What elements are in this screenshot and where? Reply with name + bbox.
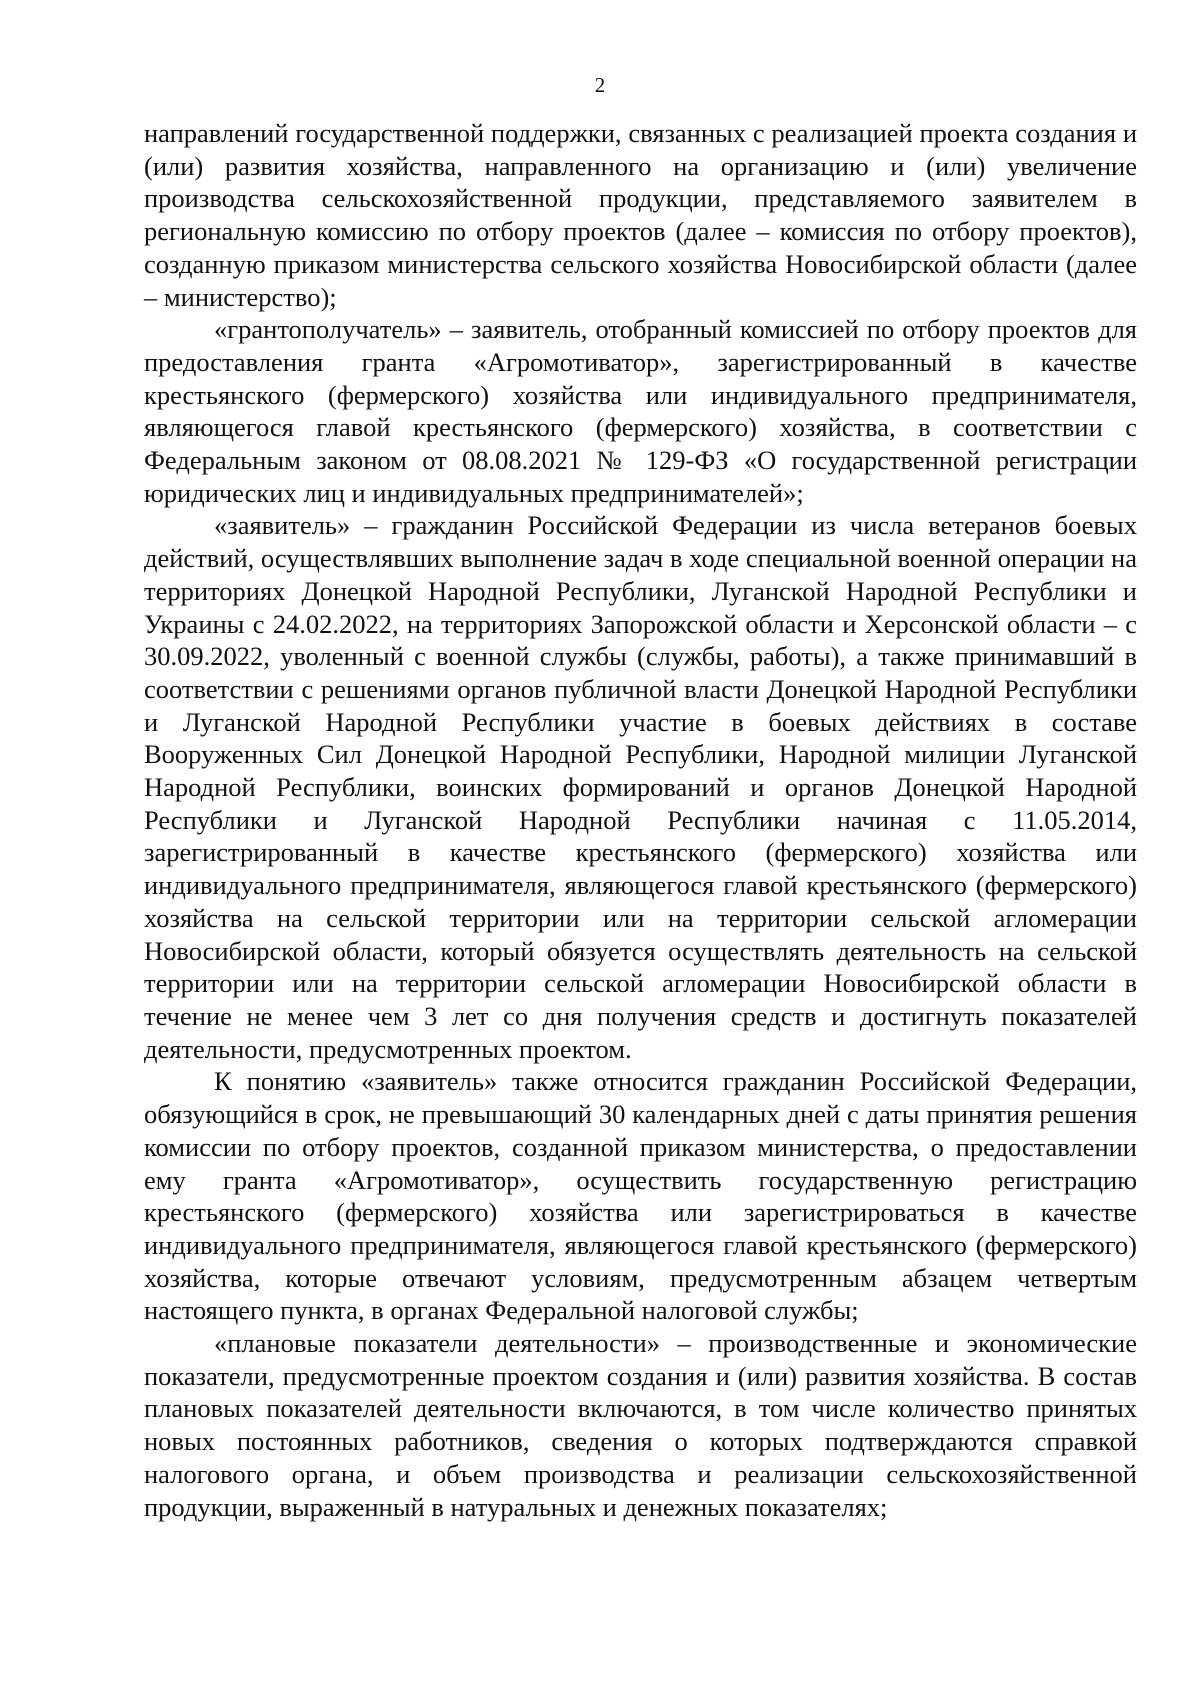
- paragraph-1: направлений государственной поддержки, связанных с реализацией проекта создания и (или) развития хозяйства, направленного на организацию и (или) увеличение производства сельскохозяйственной продукции, представляемого заявителем в региональную комиссию по отбору проектов (далее – комиссия по отбору проектов), созданную приказом министерства сельского хозяйства Новосибирской области (далее – министерство);: [144, 118, 1137, 312]
- page-number: 2: [594, 73, 606, 97]
- paragraph-2: «грантополучатель» – заявитель, отобранный комиссией по отбору проектов для предоставления гранта «Агромотиватор», зарегистрированный в качестве крестьянского (фермерского) хозяйства или индивидуального предпринимателя, являющегося главой крестьянского (фермерского) хозяйства, в соответствии с Федеральным законом от 08.08.2021 № 129-ФЗ «О государственной регистрации юридических лиц и индивидуальных предпринимателей»;: [144, 314, 1137, 508]
- document-body: [144, 117, 1137, 1523]
- paragraph-3: «заявитель» – гражданин Российской Федерации из числа ветеранов боевых действий, осуществлявших выполнение задач в ходе специальной военной операции на территориях Донецкой Народной Республики, Луганской Народной Республики и Украины с 24.02.2022, на территориях Запорожской области и Херсонской области – с 30.09.2022, уволенный с военной службы (службы, работы), а также принимавший в соответствии с решениями органов публичной власти Донецкой Народной Республики и Луганской Народной Республики участие в боевых действиях в составе Вооруженных Сил Донецкой Народной Республики, Народной милиции Луганской Народной Республики, воинских формирований и органов Донецкой Народной Республики и Луганской Народной Республики начиная с 11.05.2014, зарегистрированный в качестве крестьянского (фермерского) хозяйства или индивидуального предпринимателя, являющегося главой крестьянского (фермерского) хозяйства на сельской территории или на территории сельской агломерации Новосибирской области, который обязуется осуществлять деятельность на сельской территории или на территории сельской агломерации Новосибирской области в течение не менее чем 3 лет со дня получения средств и достигнуть показателей деятельности, предусмотренных проектом.: [144, 510, 1137, 1064]
- paragraph-5: «плановые показатели деятельности» – производственные и экономические показатели, предусмотренные проектом создания и (или) развития хозяйства. В состав плановых показателей деятельности включаются, в том числе количество принятых новых постоянных работников, сведения о которых подтверждаются справкой налогового органа, и объем производства и реализации сельскохозяйственной продукции, выраженный в натуральных и денежных показателях;: [144, 1328, 1137, 1522]
- paragraph-4: К понятию «заявитель» также относится гражданин Российской Федерации, обязующийся в срок, не превышающий 30 календарных дней с даты принятия решения комиссии по отбору проектов, созданной приказом министерства, о предоставлении ему гранта «Агромотиватор», осуществить государственную регистрацию крестьянского (фермерского) хозяйства или зарегистрироваться в качестве индивидуального предпринимателя, являющегося главой крестьянского (фермерского) хозяйства, которые отвечают условиям, предусмотренным абзацем четвертым настоящего пункта, в органах Федеральной налоговой службы;: [144, 1066, 1137, 1326]
